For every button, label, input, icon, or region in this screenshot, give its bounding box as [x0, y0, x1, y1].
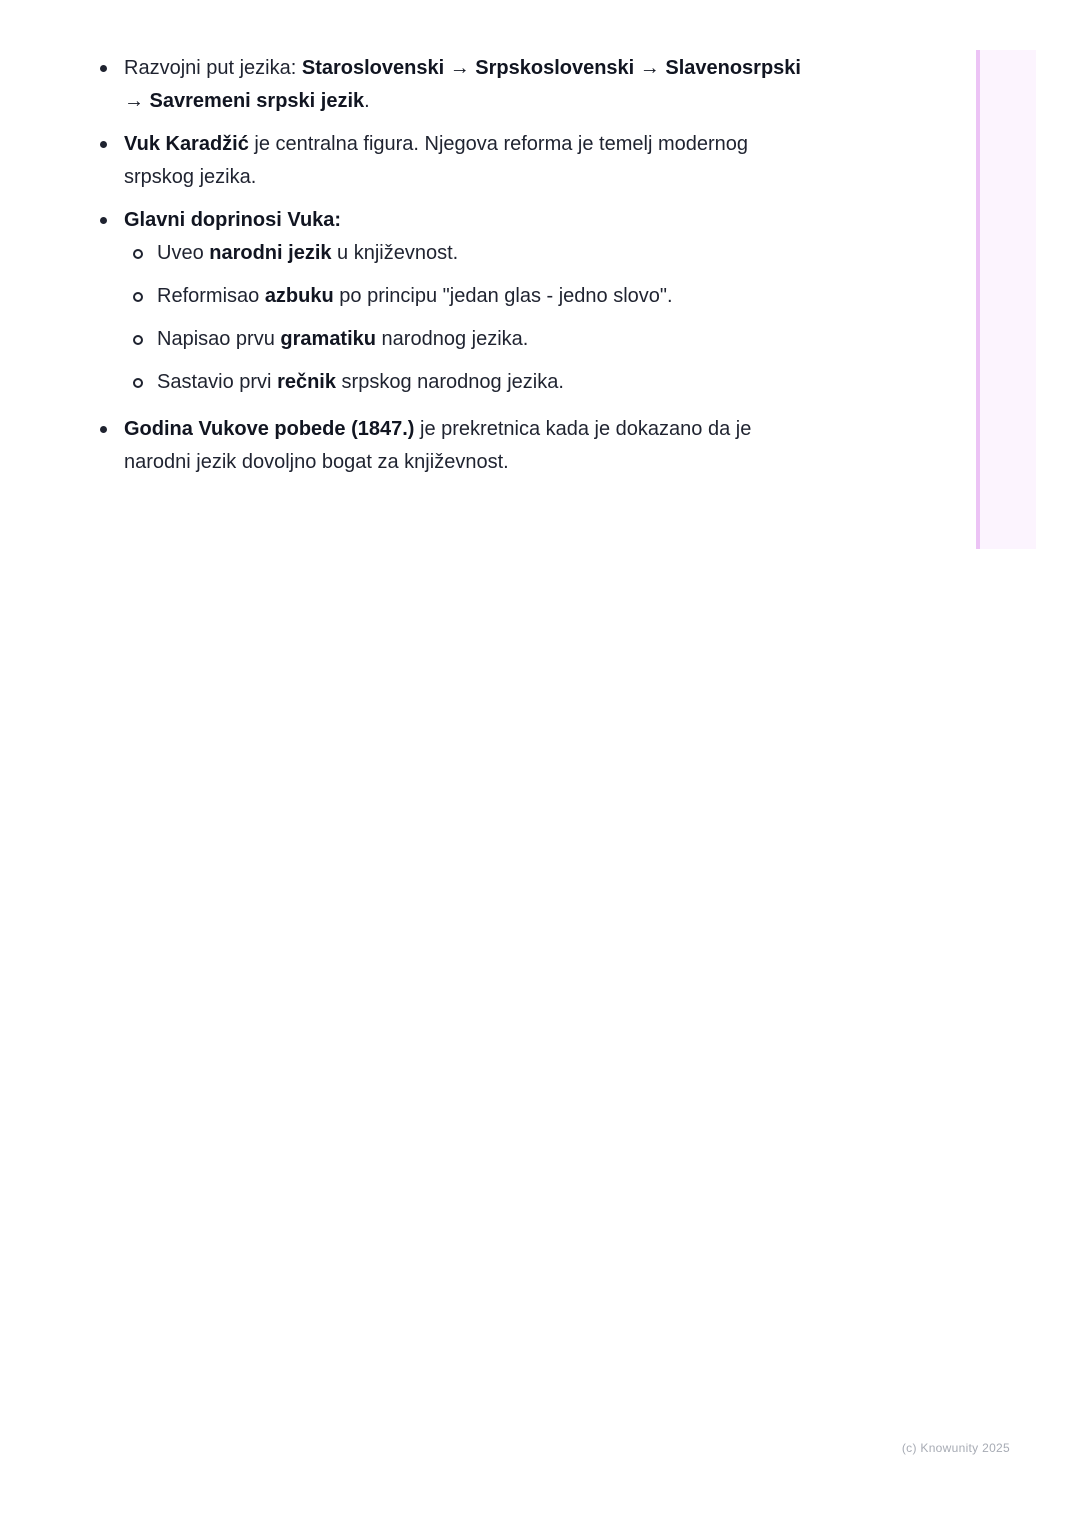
item-text: Sastavio prvi: [157, 371, 278, 393]
list-item: [98, 128, 838, 194]
list-item: [98, 204, 838, 399]
item-bold-text: Vuk Karadžić: [124, 133, 249, 155]
item-text: srpskog narodnog jezika.: [336, 371, 564, 393]
item-text: Uveo: [157, 242, 210, 264]
item-bold-text: → Savremeni srpski jezik: [124, 90, 365, 112]
item-text: .: [364, 90, 370, 112]
item-bold-text: Staroslovenski → Srpskoslovenski → Slavenosrpski: [301, 57, 801, 79]
item-text: Razvojni put jezika:: [124, 57, 302, 79]
bullet-list: [98, 52, 838, 479]
sub-list-item: [124, 280, 838, 313]
document-body: [98, 52, 838, 489]
item-text: narodnog jezika.: [376, 328, 529, 350]
sub-list-item: [124, 323, 838, 356]
item-text: Reformisao: [157, 285, 265, 307]
item-bold-text: Glavni doprinosi Vuka:: [124, 209, 342, 231]
sub-list-item: [124, 366, 838, 399]
item-bold-text: azbuku: [264, 285, 334, 307]
side-callout-panel: [976, 50, 1036, 549]
item-bold-text: gramatiku: [280, 328, 376, 350]
item-text: je centralna figura. Njegova reforma je temelj modernog: [248, 133, 749, 155]
copyright-footer: (c) Knowunity 2025: [901, 1441, 1010, 1455]
item-bold-text: narodni jezik: [209, 242, 332, 264]
list-item: [98, 52, 838, 118]
item-bold-text: rečnik: [277, 371, 336, 393]
item-text: po principu "jedan glas - jedno slovo".: [333, 285, 673, 307]
sub-list: [124, 237, 838, 399]
item-bold-text: Godina Vukove pobede (1847.): [124, 418, 415, 440]
item-text: u književnost.: [331, 242, 459, 264]
item-text: narodni jezik dovoljno bogat za književnost.: [124, 451, 509, 473]
list-item: [98, 413, 838, 479]
item-text: Napisao prvu: [157, 328, 281, 350]
item-text: srpskog jezika.: [124, 166, 257, 188]
item-text: je prekretnica kada je dokazano da je: [414, 418, 752, 440]
sub-list-item: [124, 237, 838, 270]
